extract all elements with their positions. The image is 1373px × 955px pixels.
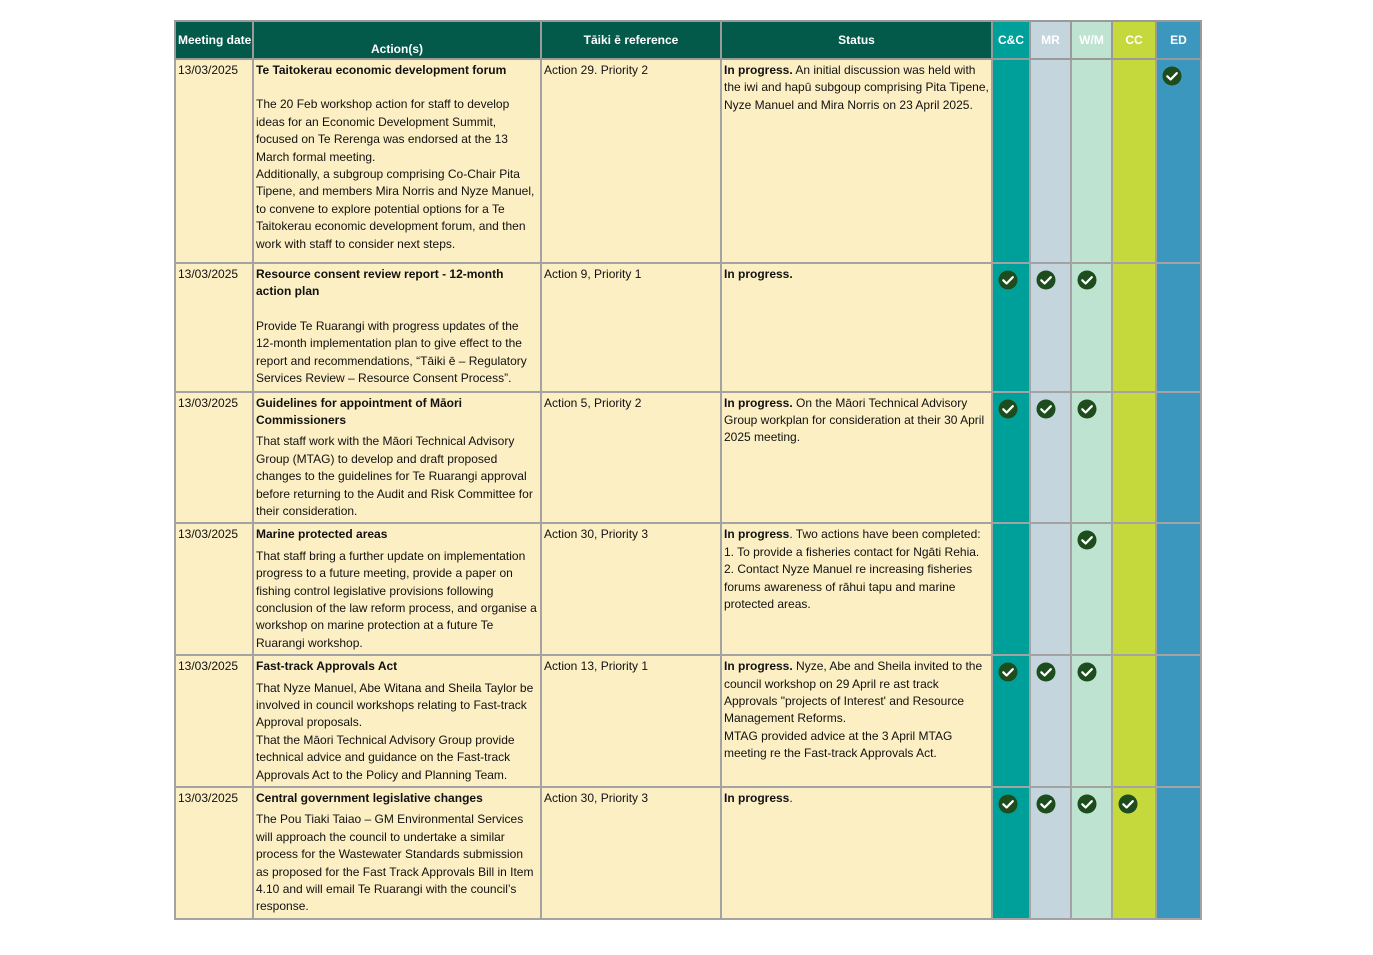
meeting-date-cell: 13/03/2025: [175, 523, 253, 655]
flag-mr-cell: [1030, 59, 1071, 263]
check-circle-icon: [1077, 662, 1097, 682]
status-lead: In progress: [724, 527, 790, 542]
status-detail: An initial discussion was held with the iwi and hapū subgoup comprising Pita Tipene, Nyze Manuel and Mira Norris on 23 April 2025.: [724, 63, 989, 112]
check-circle-icon: [998, 399, 1018, 419]
flag-ed-cell: [1156, 787, 1201, 919]
check-circle-icon: [1077, 530, 1097, 550]
table-row: [175, 59, 1201, 263]
status-lead: In progress: [724, 791, 790, 806]
flag-wm-cell: [1071, 655, 1112, 787]
check-circle-icon: [1036, 270, 1056, 290]
header-flag-cc2: CC: [1112, 21, 1156, 59]
header-status: Status: [721, 21, 992, 59]
flag-mr-cell: [1030, 263, 1071, 392]
action-description: That staff bring a further update on implementation progress to a future meeting, provide a paper on fishing control legislative provisions following conclusion of the law reform process, and organise a workshop on marine protection at a future Te Ruarangi workshop.: [256, 548, 537, 650]
header-reference: Tāiki ē reference: [541, 21, 721, 59]
header-flag-mr: MR: [1030, 21, 1071, 59]
actions-table: [174, 20, 1202, 920]
check-circle-icon: [1036, 794, 1056, 814]
table-row: [175, 392, 1201, 524]
meeting-date-cell: 13/03/2025: [175, 787, 253, 919]
meeting-date-cell: 13/03/2025: [175, 263, 253, 392]
status-detail: On the Māori Technical Advisory Group workplan for consideration at their 30 April 2025 meeting.: [724, 395, 985, 445]
reference-cell: Action 30, Priority 3: [541, 787, 721, 919]
flag-cc2-cell: [1112, 392, 1156, 524]
table-row: [175, 523, 1201, 655]
check-circle-icon: [998, 270, 1018, 290]
action-description: Provide Te Ruarangi with progress updates of the 12-month implementation plan to give effect to the report and recommendations, “Tāiki ē – Regulatory Services Review – Resource Consent Process”.: [256, 318, 527, 386]
reference-cell: Action 5, Priority 2: [541, 392, 721, 524]
action-title: Te Taitokerau economic development forum: [256, 63, 507, 77]
status-lead: In progress.: [724, 63, 793, 77]
header-flag-wm: W/M: [1071, 21, 1112, 59]
flag-cc-cell: [992, 263, 1030, 392]
flag-ed-cell: [1156, 392, 1201, 524]
table-row: [175, 787, 1201, 919]
action-description: The 20 Feb workshop action for staff to develop ideas for an Economic Development Summit, focused on Te Rerenga was endorsed at the 13 March formal meeting. Additionally, a subgroup comprising Co-Chair Pita Tipene, and members Mira Norris and Nyze Manuel, to convene to explore potential options for a Te Taitokerau economic development forum, and then work with staff to consider next steps.: [256, 97, 535, 251]
table-row: [175, 655, 1201, 787]
action-cell: [253, 523, 541, 655]
meeting-date-cell: 13/03/2025: [175, 59, 253, 263]
action-cell: [253, 392, 541, 524]
action-cell: [253, 263, 541, 392]
check-circle-icon: [1118, 794, 1138, 814]
action-title: Resource consent review report - 12-month action plan: [256, 267, 504, 299]
header-meeting-date: Meeting date: [175, 21, 253, 59]
header-actions: Action(s): [253, 21, 541, 59]
flag-wm-cell: [1071, 59, 1112, 263]
flag-cc-cell: [992, 59, 1030, 263]
flag-ed-cell: [1156, 263, 1201, 392]
flag-ed-cell: [1156, 655, 1201, 787]
flag-cc-cell: [992, 523, 1030, 655]
check-circle-icon: [1077, 399, 1097, 419]
check-circle-icon: [1077, 270, 1097, 290]
check-circle-icon: [1162, 66, 1182, 86]
flag-mr-cell: [1030, 787, 1071, 919]
flag-wm-cell: [1071, 392, 1112, 524]
flag-ed-cell: [1156, 59, 1201, 263]
meeting-date-cell: 13/03/2025: [175, 392, 253, 524]
flag-cc2-cell: [1112, 263, 1156, 392]
check-circle-icon: [1036, 399, 1056, 419]
action-description: The Pou Tiaki Taiao – GM Environmental Services will approach the council to undertake a similar process for the Wastewater Standards submission as proposed for the Fast Track Approvals Bill in Item 4.10 and will email Te Ruarangi with the council’s response.: [256, 812, 534, 914]
flag-wm-cell: [1071, 263, 1112, 392]
check-circle-icon: [1036, 662, 1056, 682]
action-title: Fast-track Approvals Act: [256, 659, 398, 674]
flag-cc2-cell: [1112, 59, 1156, 263]
action-description: That Nyze Manuel, Abe Witana and Sheila Taylor be involved in council workshops relating to Fast-track Approval proposals. That the Māori Technical Advisory Group provide technical advice and guidance on the Fast-track Approvals Act to the Policy and Planning Team.: [256, 680, 534, 782]
flag-mr-cell: [1030, 655, 1071, 787]
spacer: [256, 79, 538, 96]
status-cell: [721, 655, 992, 787]
action-title: Central government legislative changes: [256, 791, 483, 806]
flag-cc-cell: [992, 787, 1030, 919]
flag-cc-cell: [992, 655, 1030, 787]
reference-cell: Action 13, Priority 1: [541, 655, 721, 787]
status-cell: [721, 523, 992, 655]
status-cell: [721, 787, 992, 919]
meeting-date-cell: 13/03/2025: [175, 655, 253, 787]
status-cell: [721, 59, 992, 263]
flag-mr-cell: [1030, 523, 1071, 655]
header-flag-ed: ED: [1156, 21, 1201, 59]
table-row: [175, 263, 1201, 392]
action-description: That staff work with the Māori Technical Advisory Group (MTAG) to develop and draft proposed changes to the guidelines for Te Ruarangi approval before returning to the Audit and Risk Committee for their consideration.: [256, 434, 533, 518]
status-detail: Nyze, Abe and Sheila invited to the council workshop on 29 April re ast track Approvals "projects of Interest' and Resource Management Reforms. MTAG provided advice at the 3 April MTAG meeting re the Fast-track Approvals Act.: [724, 659, 983, 761]
flag-cc2-cell: [1112, 523, 1156, 655]
flag-cc-cell: [992, 392, 1030, 524]
status-lead: In progress.: [724, 267, 793, 281]
flag-wm-cell: [1071, 787, 1112, 919]
status-detail: . Two actions have been completed: 1. To provide a fisheries contact for Ngāti Rehia. 2. Contact Nyze Manuel re increasing fisheries forums awareness of rāhui tapu and marine protected areas.: [724, 527, 981, 611]
status-cell: [721, 263, 992, 392]
header-row: [175, 21, 1201, 59]
flag-cc2-cell: [1112, 787, 1156, 919]
action-cell: [253, 655, 541, 787]
action-title: Marine protected areas: [256, 527, 388, 542]
status-cell: [721, 392, 992, 524]
check-circle-icon: [1077, 794, 1097, 814]
flag-cc2-cell: [1112, 655, 1156, 787]
header-flag-cc: C&C: [992, 21, 1030, 59]
reference-cell: Action 30, Priority 3: [541, 523, 721, 655]
flag-wm-cell: [1071, 523, 1112, 655]
status-lead: In progress.: [724, 659, 793, 674]
status-detail: .: [789, 791, 793, 806]
reference-cell: Action 29. Priority 2: [541, 59, 721, 263]
check-circle-icon: [998, 794, 1018, 814]
action-title: Guidelines for appointment of Māori Commissioners: [256, 395, 463, 427]
flag-ed-cell: [1156, 523, 1201, 655]
status-lead: In progress.: [724, 395, 793, 410]
flag-mr-cell: [1030, 392, 1071, 524]
action-cell: [253, 787, 541, 919]
reference-cell: Action 9, Priority 1: [541, 263, 721, 392]
check-circle-icon: [998, 662, 1018, 682]
action-cell: [253, 59, 541, 263]
spacer: [256, 301, 538, 318]
